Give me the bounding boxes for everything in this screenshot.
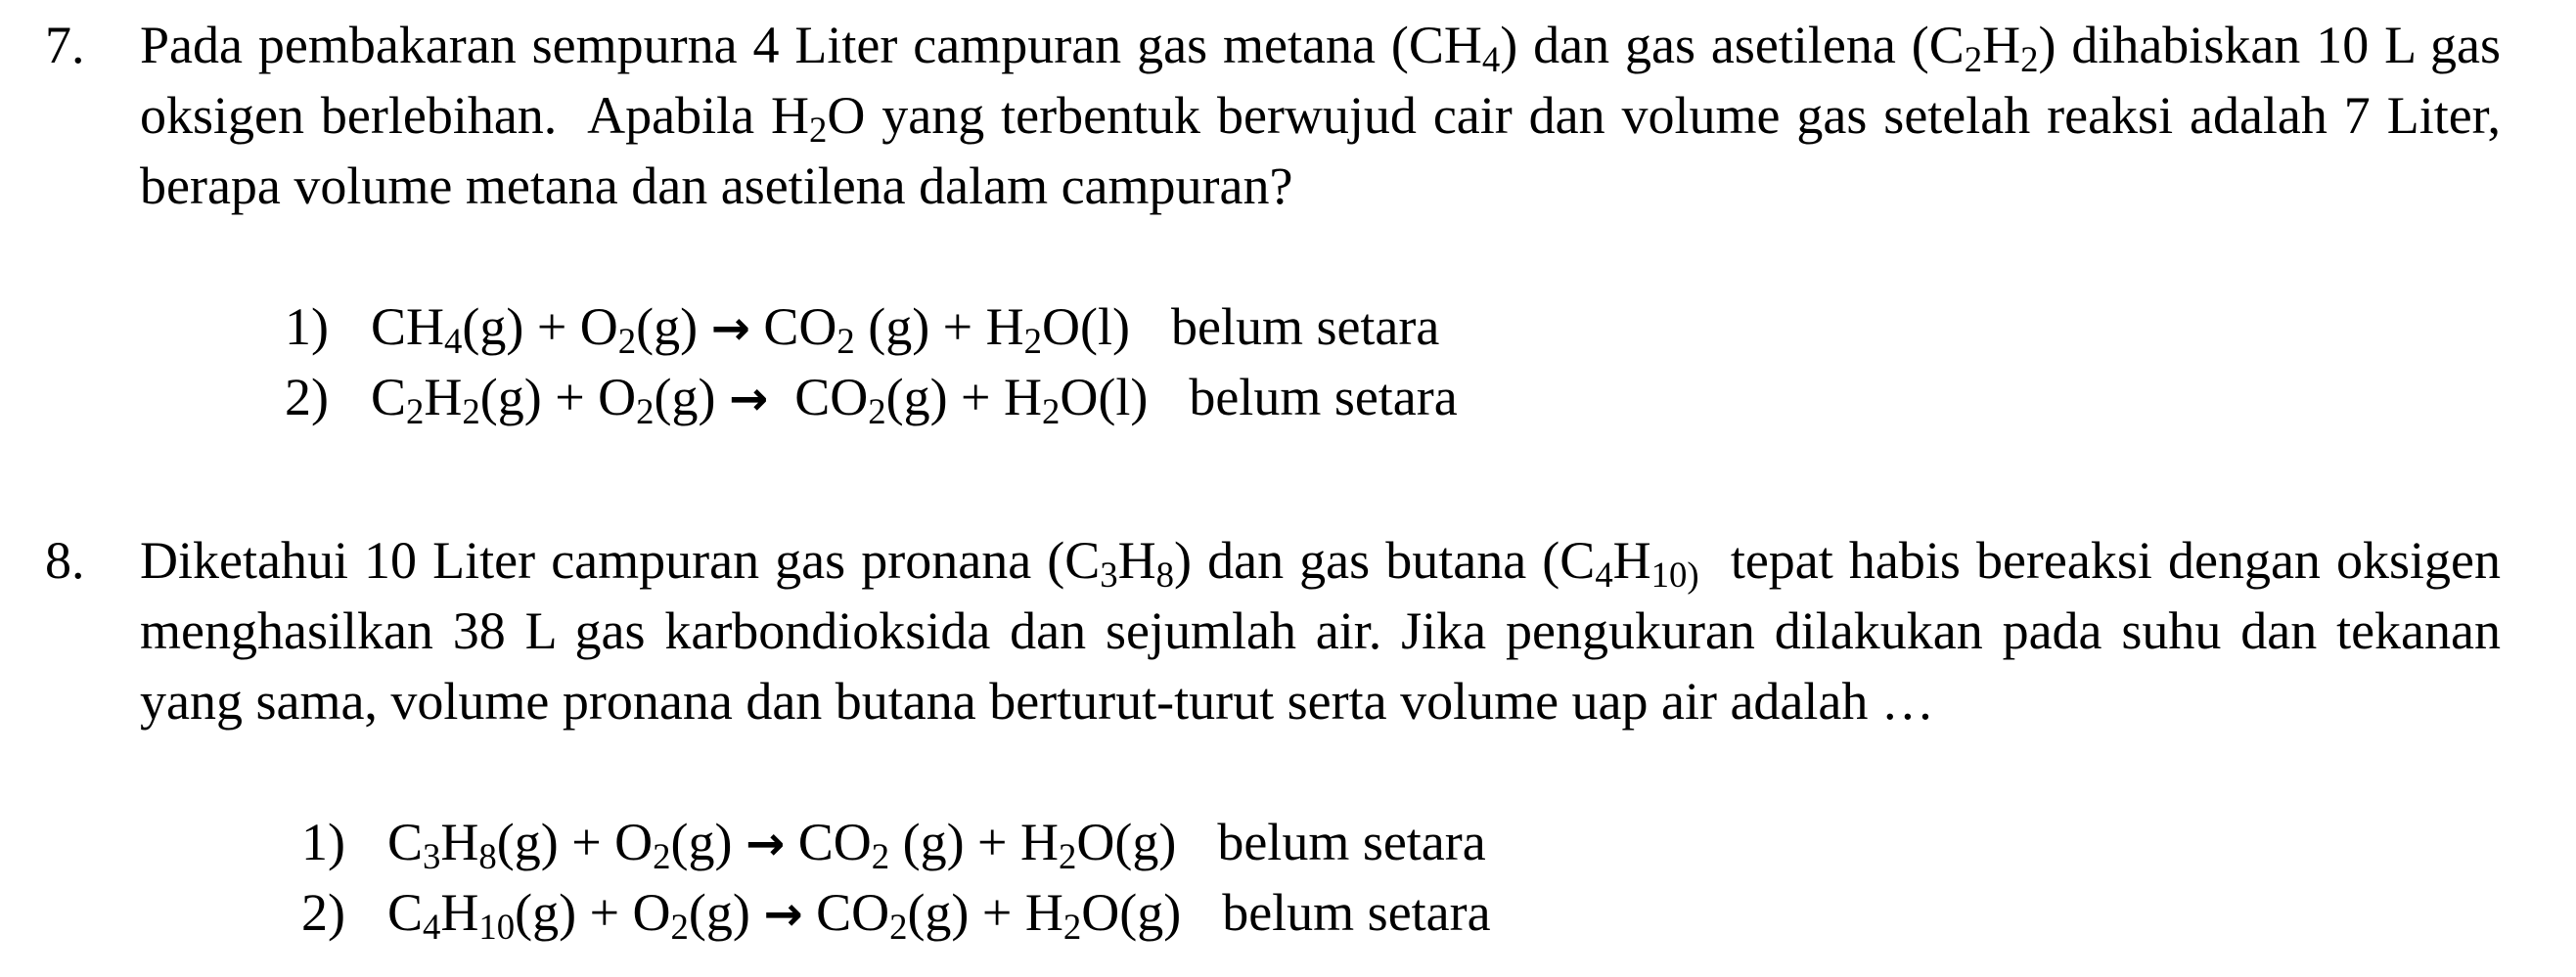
subscript: 2: [406, 391, 425, 432]
reaction-number: 2): [285, 368, 329, 426]
subscript: 3: [1100, 555, 1118, 596]
reaction-list: [285, 291, 1458, 432]
reaction-note: belum setara: [1170, 297, 1440, 356]
reaction-arrow-icon: →: [763, 887, 803, 942]
reaction-list: [301, 807, 1491, 948]
subscript: 2: [1023, 321, 1042, 362]
reaction-item: [301, 807, 1491, 877]
reaction-note: belum setara: [1189, 368, 1458, 426]
reaction-number: 2): [301, 883, 345, 942]
subscript: 4: [1595, 555, 1613, 596]
reaction-arrow-icon: →: [746, 817, 786, 871]
reaction-equation: $CH_4(g) + O_2(g) \to CO_2$ $(g) + H_2O(l)$: [371, 297, 1130, 362]
subscript: 10: [478, 907, 516, 948]
subscript: 4: [1481, 39, 1501, 80]
subscript: 2: [1059, 836, 1077, 877]
reaction-number: 1): [301, 813, 345, 871]
reaction-equation: $C_4H_{10}(g) + O_2(g) \to CO_2(g) + H_2O(g)$: [387, 883, 1182, 948]
subscript: 4: [444, 321, 463, 362]
subscript: 2: [636, 391, 655, 432]
subscript: 2: [1964, 39, 1983, 80]
subscript: 8: [478, 836, 497, 877]
subscript: 4: [423, 907, 441, 948]
subscript: 2: [889, 907, 908, 948]
subscript: 2: [836, 321, 855, 362]
reaction-equation: $C_3H_8(g) + O_2(g) \to CO_2$ $(g) + H_2O(g)$: [387, 813, 1177, 877]
subscript: 2: [462, 391, 480, 432]
subscript: 2: [868, 391, 886, 432]
reaction-equation: $C_2H_2(g) + O_2(g) \to CO_2(g) + H_2O(l)$: [371, 368, 1149, 432]
subscript: 2: [653, 836, 671, 877]
reaction-note: belum setara: [1222, 883, 1491, 942]
reaction-item: [285, 362, 1458, 432]
reaction-item: [301, 877, 1491, 948]
reaction-item: [285, 291, 1458, 362]
reaction-number: 1): [285, 297, 329, 356]
subscript: 2: [670, 907, 689, 948]
problem-number: 7.: [45, 16, 85, 74]
problem-text: Pada pembakaran sempurna 4 Liter campuran gas metana $(CH_4)$ dan gas asetilena $(C_2H_2)$ dihabiskan 10 L gas oksigen berlebihan. Apabila $H_2O$ yang terbentuk berwujud cair dan volume gas setelah reaksi adalah 7 Liter, berapa volume metana dan asetilena dalam campuran?: [140, 16, 2502, 215]
subscript: 2: [871, 836, 890, 877]
reaction-arrow-icon: →: [729, 372, 769, 426]
reaction-arrow-icon: →: [710, 301, 750, 356]
subscript: 10): [1650, 555, 1699, 596]
problem-number: 8.: [45, 531, 85, 590]
subscript: 2: [2020, 39, 2039, 80]
problem-text: Diketahui 10 Liter campuran gas pronana $(C_3H_8)$ dan gas butana ($C_4H_{10)}$ tepat habis bereaksi dengan oksigen menghasilkan 38 L gas karbondioksida dan sejumlah air. Jika pengukuran dilakukan pada suhu dan tekanan yang sama, volume pronana dan butana berturut-turut serta volume uap air adalah …: [140, 531, 2501, 731]
subscript: 8: [1155, 555, 1175, 596]
subscript: 2: [617, 321, 637, 362]
subscript: 2: [808, 110, 828, 151]
subscript: 3: [423, 836, 441, 877]
subscript: 2: [1062, 907, 1082, 948]
reaction-note: belum setara: [1217, 813, 1486, 871]
subscript: 2: [1042, 391, 1061, 432]
